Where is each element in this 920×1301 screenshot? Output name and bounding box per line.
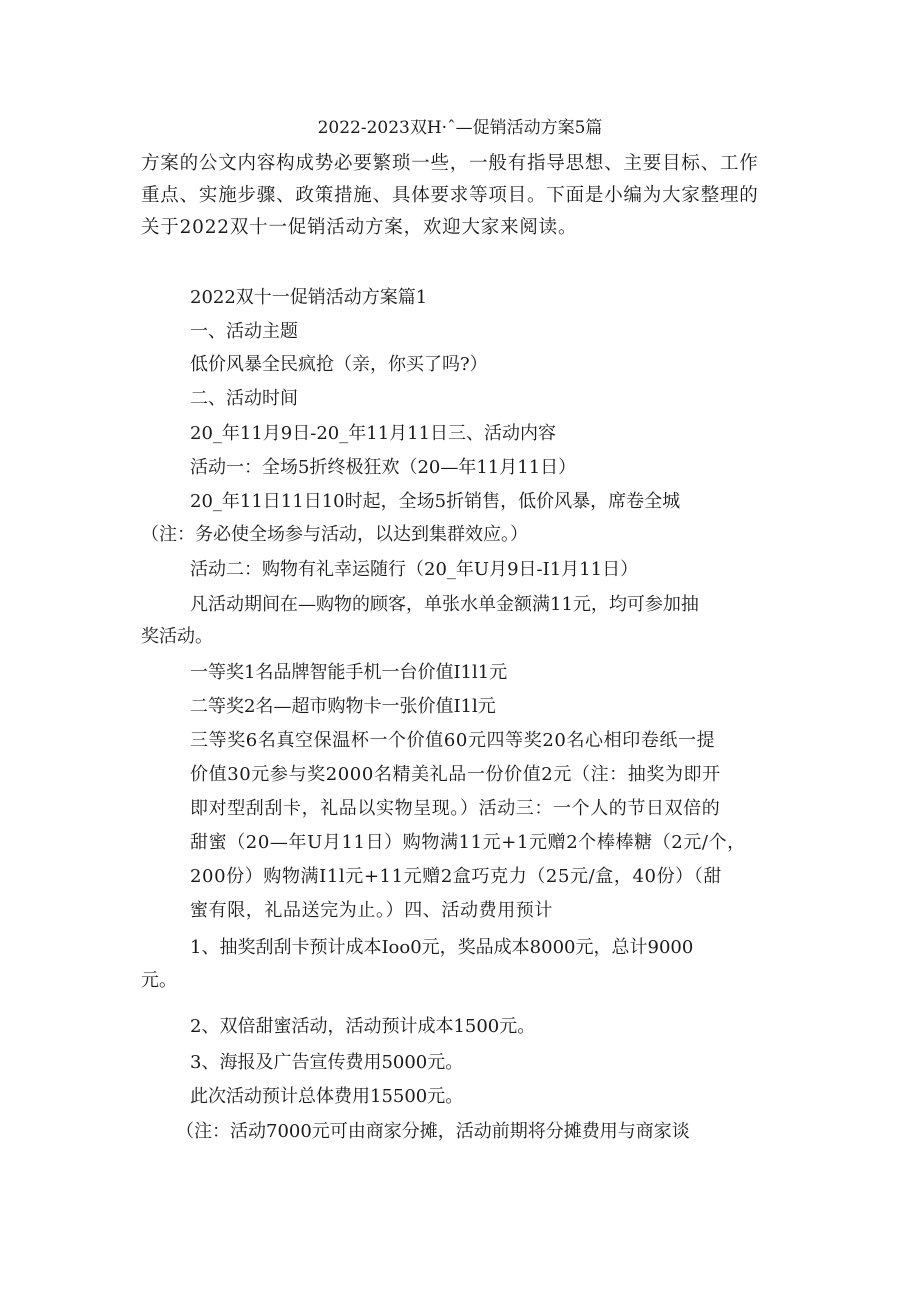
activity1-title: 活动一：全场5折终极狂欢（20—年11月11日）	[190, 457, 577, 478]
document-title: 2022-2023双H·ˆ—促销活动方案5篇	[317, 118, 603, 138]
activity1-desc-line-2: （注：务必使全场参与活动，以达到集群效应。）	[141, 524, 528, 545]
cost-1-line-2: 元。	[141, 970, 177, 991]
activity2-title: 活动二：购物有礼幸运随行（20_年U月9日-I1月11日）	[190, 559, 639, 580]
activity2-desc-line-2: 奖活动。	[141, 626, 213, 647]
activity2-desc-line-1: 凡活动期间在—购物的顾客，单张水单金额满11元，均可参加抽	[190, 594, 699, 615]
prize-second: 二等奖2名—超市购物卡一张价值I1l元	[190, 696, 496, 717]
section-heading: 2022双十一促销活动方案篇1	[190, 287, 428, 308]
theme-heading: 一、活动主题	[190, 321, 298, 342]
prize-third-line-2: 价值30元参与奖2000名精美礼品一份价值2元（注：抽奖为即开	[190, 764, 721, 785]
activity1-desc-line-1: 20_年11日11日10时起，全场5折销售，低价风暴，席卷全城	[190, 491, 681, 512]
intro-line-2: 重点、实施步骤、政策措施、具体要求等项目。下面是小编为大家整理的	[141, 185, 759, 206]
prize-third-line-1: 三等奖6名真空保温杯一个价值60元四等奖20名心相印卷纸一提	[190, 730, 716, 751]
prize-third-line-3: 即对型刮刮卡，礼品以实物呈现。）活动三：一个人的节日双倍的	[190, 798, 721, 819]
prize-third-line-5: 200份）购物满I1l元+11元赠2盒巧克力（25元/盒，40份）（甜	[190, 866, 722, 887]
prize-first: 一等奖1名品牌智能手机一台价值I1l1元	[190, 662, 508, 683]
cost-1-line-1: 1、抽奖刮刮卡预计成本Ioo0元，奖品成本8000元，总计9000	[190, 937, 694, 958]
intro-line-3: 关于2022双十一促销活动方案，欢迎大家来阅读。	[141, 217, 578, 238]
prize-third-line-4: 甜蜜（20—年U月11日）购物满11元+1元赠2个棒棒糖（2元/个，	[190, 832, 746, 853]
time-heading: 二、活动时间	[190, 388, 298, 409]
prize-third-line-6: 蜜有限，礼品送完为止。）四、活动费用预计	[190, 900, 553, 921]
cost-2: 2、双倍甜蜜活动，活动预计成本1500元。	[190, 1016, 536, 1037]
theme-text: 低价风暴全民疯抢（亲，你买了吗?）	[190, 354, 488, 375]
intro-line-1: 方案的公文内容构成势必要繁琐一些，一般有指导思想、主要目标、工作	[141, 153, 759, 174]
total-cost: 此次活动预计总体费用15500元。	[190, 1086, 464, 1107]
time-text: 20_年11月9日-20_年11月11日三、活动内容	[190, 423, 557, 444]
cost-3: 3、海报及广告宣传费用5000元。	[190, 1052, 464, 1073]
cost-note: （注：活动7000元可由商家分摊，活动前期将分摊费用与商家谈	[176, 1121, 690, 1142]
